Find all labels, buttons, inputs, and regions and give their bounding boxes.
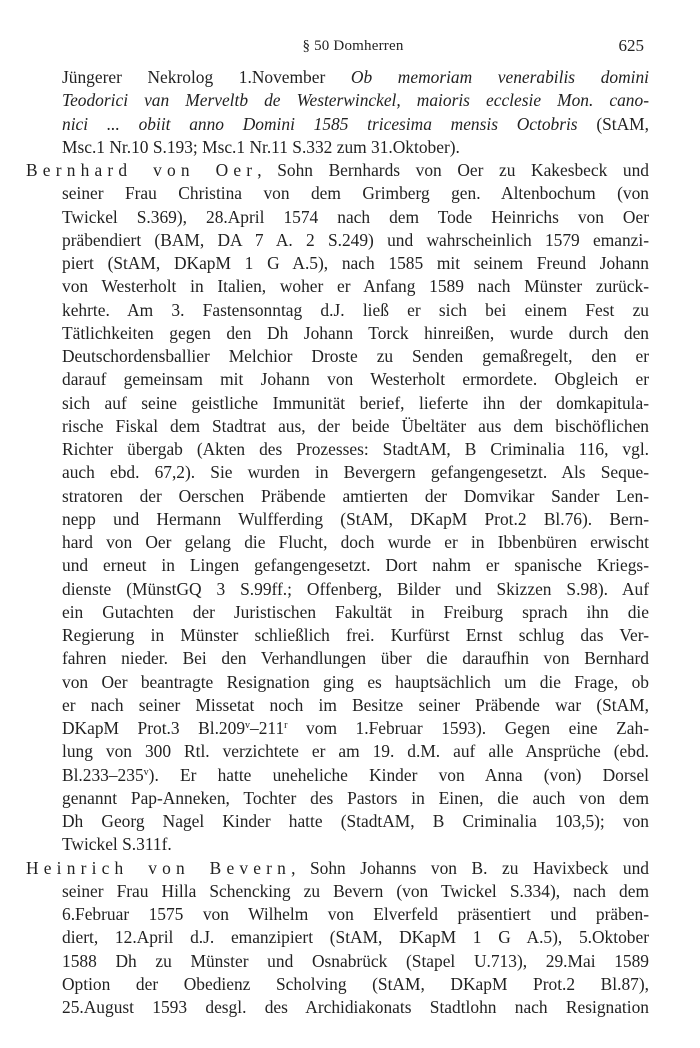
text-line: er nach seiner Missetat noch im Besitze seiner Präbende war (StAM, [62, 694, 649, 715]
text-line: kehrte. Am 3. Fastensonntag d.J. ließ er sich bei einem Fest zu [62, 299, 649, 320]
text-line: Tätlichkeiten gegen den Dh Johann Torck hinreißen, wurde durch den [62, 322, 649, 343]
text-line: ein Gutachten der Juristischen Fakultät in Freiburg sprach ihn die [62, 601, 649, 622]
text-line: diert, 12.April d.J. emanzipiert (StAM, DKapM 1 G A.5), 5.Oktober [62, 927, 649, 948]
text-line: Msc.1 Nr.10 S.193; Msc.1 Nr.11 S.332 zum 31.Oktober). [62, 136, 460, 157]
running-head: § 50 Domherren [302, 38, 404, 54]
entry-first-line: Bernhard von Oer, Sohn Bernhards von Oer zu Kakesbeck und [26, 160, 649, 180]
text-line: 1588 Dh zu Münster und Osnabrück (Stapel U.713), 29.Mai 1589 [62, 950, 649, 971]
text-line: 6.Februar 1575 von Wilhelm von Elverfeld präsentiert und präben- [62, 904, 649, 924]
text-line: lung von 300 Rtl. verzichtete er am 19. d.M. auf alle Ansprüche (ebd. [62, 741, 649, 762]
text-line: sich auf seine geistliche Immunität berief, lieferte ihn der domkapitula- [62, 392, 649, 413]
text-line: rische Fiskal dem Stadtrat aus, der beide Übeltäter aus dem bischöflichen [62, 415, 649, 436]
text-line: Twickel S.311f. [62, 834, 172, 855]
text-line: auch ebd. 67,2). Sie wurden in Bevergern gefangengesetzt. Als Seque- [62, 462, 649, 483]
text-line: stratoren der Oerschen Präbende amtierten der Domvikar Sander Len- [62, 485, 649, 506]
text-line: piert (StAM, DKapM 1 G A.5), nach 1585 mit seinem Freund Johann [62, 253, 649, 273]
entry-first-line: Heinrich von Bevern, Sohn Johanns von B. zu Havixbeck und [26, 857, 649, 878]
text-line: hard von Oer gelang die Flucht, doch wurde er in Ibbenbüren erwischt [62, 532, 649, 552]
text-line: Jüngerer Nekrolog 1.November Ob memoriam venerabilis domini [62, 67, 650, 87]
text-line: Twickel S.369), 28.April 1574 nach dem Tode Heinrichs von Oer [62, 206, 649, 227]
text-body [26, 66, 649, 1019]
entry-heinrich-von-bevern [26, 857, 649, 1020]
text-line: von Oer beantragte Resignation ging es hauptsächlich um die Frage, ob [62, 671, 649, 692]
text-line: Regierung in Münster schließlich frei. Kurfürst Ernst schlug das Ver- [62, 625, 649, 645]
text-line: fahren nieder. Bei den Verhandlungen über die daraufhin von Bernhard [62, 648, 649, 669]
text-line: nepp und Hermann Wulfferding (StAM, DKapM Prot.2 Bl.76). Bern- [62, 508, 649, 529]
text-line: von Westerholt in Italien, woher er Anfang 1589 nach Münster zurück- [62, 276, 649, 297]
text-line: präbendiert (BAM, DA 7 A. 2 S.249) und wahrscheinlich 1579 emanzi- [62, 229, 649, 250]
text-line: nici ... obiit anno Domini 1585 tricesima mensis Octobris (StAM, [62, 113, 649, 134]
text-line: seiner Frau Christina von dem Grimberg gen. Altenbochum (von [62, 183, 649, 204]
text-line: Richter übergab (Akten des Prozesses: StadtAM, B Criminalia 116, vgl. [62, 439, 649, 459]
text-line: darauf gemeinsam mit Johann von Westerholt ermordete. Obgleich er [62, 369, 649, 390]
text-line: Teodorici van Merveltb de Westerwinckel, maioris ecclesie Mon. cano- [62, 90, 649, 111]
text-line: Bl.233–235$^v$). Er hatte uneheliche Kinder von Anna (von) Dorsel [62, 764, 649, 785]
text-line: seiner Frau Hilla Schencking zu Bevern (von Twickel S.334), nach dem [62, 880, 649, 901]
page-number: 625 [618, 36, 644, 55]
text-line: genannt Pap-Anneken, Tochter des Pastors in Einen, die auch von dem [62, 787, 649, 808]
entry-bernhard-von-oer [26, 159, 649, 857]
text-line: DKapM Prot.3 Bl.209$^v$–211$^r$ vom 1.Februar 1593). Gegen eine Zah- [62, 718, 649, 738]
entry-name: Bernhard von Oer [26, 160, 258, 180]
text-line: Option der Obedienz Scholving (StAM, DKapM Prot.2 Bl.87), [62, 973, 649, 994]
text-line: 25.August 1593 desgl. des Archidiakonats Stadtlohn nach Resignation [62, 997, 649, 1017]
text-line: und erneut in Lingen gefangengesetzt. Dort nahm er spanische Kriegs- [62, 555, 649, 576]
text-line: Deutschordensballier Melchior Droste zu Senden gemaßregelt, den er [62, 346, 649, 366]
entry-continuation [26, 66, 649, 159]
entry-name: Heinrich von Bevern [26, 857, 292, 878]
text-line: dienste (MünstGQ 3 S.99ff.; Offenberg, Bilder und Skizzen S.98). Auf [62, 578, 649, 599]
text-line: Dh Georg Nagel Kinder hatte (StadtAM, B Criminalia 103,5); von [62, 811, 649, 831]
page-header [62, 38, 644, 60]
